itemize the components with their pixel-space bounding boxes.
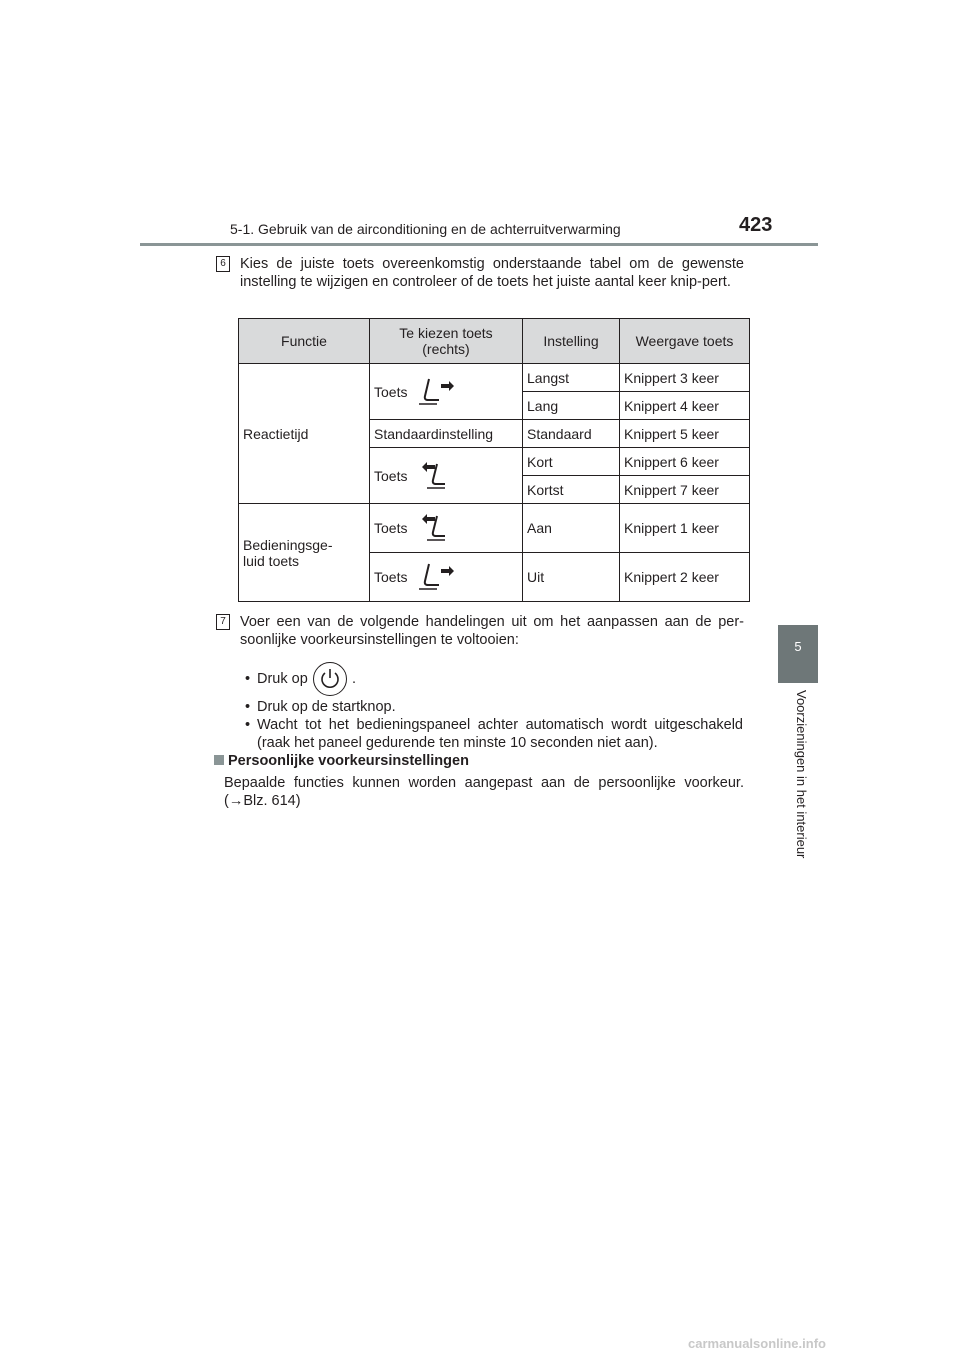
step-6-text: Kies de juiste toets overeenkomstig onderstaande tabel om de gewenste instelling te wijzigen en controleer of de toets het juiste aantal keer knip-pert. — [240, 256, 744, 290]
seat-recline-back-icon — [415, 376, 455, 408]
seat-recline-back-icon — [415, 561, 455, 593]
bullet-startknop: • Druk op de startknop. — [245, 699, 396, 715]
function-reactietijd: Reactietijd — [239, 364, 370, 504]
bullet-power-period: . — [352, 671, 357, 687]
power-symbol-icon — [314, 663, 346, 695]
heading-square-icon — [214, 755, 224, 765]
section-heading: Persoonlijke voorkeursinstellingen — [214, 753, 469, 769]
display-cell: Knippert 6 keer — [620, 448, 750, 476]
toets-cell: Toets — [370, 364, 523, 420]
function-bedieningsgeluid: Bedieningsge-luid toets — [239, 504, 370, 602]
toets-cell: Toets — [370, 553, 523, 602]
setting-cell: Kortst — [523, 476, 620, 504]
standaardinstelling-cell: Standaardinstelling — [370, 420, 523, 448]
watermark: carmanualsonline.info — [688, 1336, 826, 1351]
setting-cell: Uit — [523, 553, 620, 602]
setting-cell: Standaard — [523, 420, 620, 448]
display-cell: Knippert 3 keer — [620, 364, 750, 392]
bullet-power: • Druk op — [245, 671, 308, 687]
display-cell: Knippert 5 keer — [620, 420, 750, 448]
seat-recline-forward-icon — [415, 512, 455, 544]
toets-cell: Toets — [370, 448, 523, 504]
header-divider — [140, 243, 818, 246]
table-row — [239, 504, 750, 553]
toets-cell: Toets — [370, 504, 523, 553]
seat-recline-forward-icon — [415, 460, 455, 492]
page-number: 423 — [739, 214, 773, 236]
header-instelling: Instelling — [523, 319, 620, 364]
power-button-icon — [313, 662, 347, 696]
chapter-tab: 5 — [778, 625, 818, 683]
step-number-7: 7 — [216, 614, 230, 630]
setting-cell: Langst — [523, 364, 620, 392]
header-weergave: Weergave toets — [620, 319, 750, 364]
header-toets: Te kiezen toets (rechts) — [370, 319, 523, 364]
step-number-6: 6 — [216, 256, 230, 272]
setting-cell: Kort — [523, 448, 620, 476]
setting-cell: Aan — [523, 504, 620, 553]
section-text: Bepaalde functies kunnen worden aangepast aan de persoonlijke voorkeur. (→Blz. 614) — [224, 775, 744, 809]
display-cell: Knippert 4 keer — [620, 392, 750, 420]
table-header-row — [239, 319, 750, 364]
settings-table — [238, 318, 750, 602]
display-cell: Knippert 1 keer — [620, 504, 750, 553]
running-header: 5-1. Gebruik van de airconditioning en de achterruitverwarming — [230, 221, 621, 237]
step-7-text: Voer een van de volgende handelingen uit om het aanpassen aan de per-soonlijke voorkeursinstellingen te voltooien: — [240, 614, 744, 648]
chapter-side-label: Voorzieningen in het interieur — [794, 690, 809, 859]
display-cell: Knippert 2 keer — [620, 553, 750, 602]
table-row — [239, 364, 750, 392]
setting-cell: Lang — [523, 392, 620, 420]
display-cell: Knippert 7 keer — [620, 476, 750, 504]
header-functie: Functie — [239, 319, 370, 364]
bullet-wacht: • Wacht tot het bedieningspaneel achter automatisch wordt uitgeschakeld (raak het paneel gedurende ten minste 10 seconden niet aan). — [245, 717, 743, 751]
